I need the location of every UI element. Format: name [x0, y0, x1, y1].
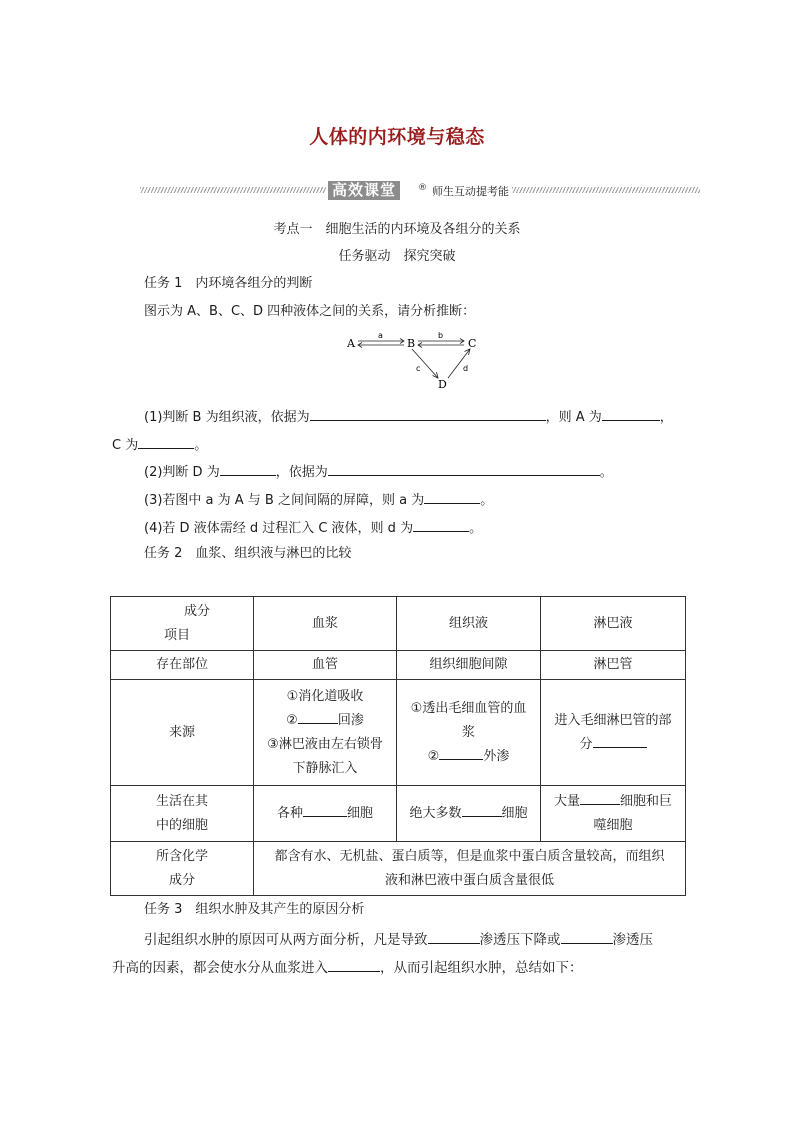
page-title: 人体的内环境与稳态 — [309, 126, 485, 148]
table-cell: 血管 — [254, 651, 397, 680]
table-row — [111, 651, 686, 680]
table-cell: 组织细胞间隙 — [397, 651, 541, 680]
col-header-lymph: 淋巴液 — [541, 597, 686, 651]
table-corner-cell: 成分 项目 — [111, 597, 254, 651]
question-3: (3)若图中 a 为 A 与 B 之间间隔的屏障，则 a 为 。 — [144, 489, 493, 510]
banner-subtitle: 师生互动提考能 — [432, 185, 509, 198]
table-row — [111, 786, 686, 842]
table-cell: 各种 细胞 — [254, 786, 397, 842]
answer-blank[interactable] — [580, 790, 620, 805]
table-cell: 进入毛细淋巴管的部 分 — [541, 680, 686, 786]
edge-label-c: c — [416, 364, 421, 373]
answer-blank[interactable] — [561, 929, 613, 944]
task2-title: 任务 2 血浆、组织液与淋巴的比较 — [144, 546, 352, 561]
answer-blank[interactable] — [462, 802, 502, 817]
table-cell: ①消化道吸收 ② 回渗 ③淋巴液由左右锁骨 下静脉汇入 — [254, 680, 397, 786]
table-header-row — [111, 597, 686, 651]
edge-label-a: a — [378, 331, 383, 340]
col-header-plasma: 血浆 — [254, 597, 397, 651]
table-row — [111, 842, 686, 896]
section-banner — [140, 181, 700, 201]
answer-blank[interactable] — [593, 733, 647, 748]
node-A: A — [347, 337, 355, 350]
row-label: 来源 — [111, 680, 254, 786]
answer-blank[interactable] — [439, 745, 483, 760]
node-C: C — [468, 337, 477, 350]
answer-blank[interactable] — [413, 517, 469, 532]
table-cell-merged: 都含有水、无机盐、蛋白质等，但是血浆中蛋白质含量较高，而组织 液和淋巴液中蛋白质含量很低 — [254, 842, 686, 896]
section-heading: 考点一 细胞生活的内环境及各组分的关系 — [273, 222, 521, 237]
registered-icon: ® — [418, 183, 427, 193]
answer-blank[interactable] — [220, 461, 276, 476]
table-cell: ①透出毛细血管的血 浆 ② 外渗 — [397, 680, 541, 786]
row-label: 所含化学 成分 — [111, 842, 254, 896]
task3-title: 任务 3 组织水肿及其产生的原因分析 — [144, 902, 365, 917]
task3-paragraph-line1: 引起组织水肿的原因可从两方面分析，凡是导致 渗透压下降或 渗透压 — [144, 929, 653, 949]
answer-blank[interactable] — [328, 957, 380, 972]
banner-badge: 高效课堂 — [328, 181, 400, 200]
edge-label-b: b — [438, 331, 444, 340]
answer-blank[interactable] — [298, 709, 338, 724]
row-label: 存在部位 — [111, 651, 254, 680]
fluid-relationship-diagram — [340, 330, 490, 392]
answer-blank[interactable] — [428, 929, 480, 944]
table-cell: 大量 细胞和巨 噬细胞 — [541, 786, 686, 842]
task1-intro: 图示为 A、B、C、D 四种液体之间的关系，请分析推断： — [144, 304, 476, 319]
answer-blank[interactable] — [602, 406, 660, 421]
row-label: 生活在其 中的细胞 — [111, 786, 254, 842]
task3-paragraph-line2: 升高的因素，都会使水分从血浆进入 ，从而引起组织水肿，总结如下： — [112, 957, 583, 977]
question-4: (4)若 D 液体需经 d 过程汇入 C 液体，则 d 为 。 — [144, 517, 482, 538]
question-1-cont: C 为 。 — [112, 434, 207, 455]
col-header-tissue-fluid: 组织液 — [397, 597, 541, 651]
answer-blank[interactable] — [303, 802, 347, 817]
table-cell: 绝大多数 细胞 — [397, 786, 541, 842]
edge-label-d: d — [463, 364, 469, 373]
answer-blank[interactable] — [424, 489, 480, 504]
answer-blank[interactable] — [328, 461, 600, 476]
banner-hatch-left — [140, 187, 326, 193]
banner-hatch-right — [512, 187, 700, 193]
question-2: (2)判断 D 为 ，依据为 。 — [144, 461, 613, 482]
section-subheading: 任务驱动 探究突破 — [338, 249, 456, 264]
comparison-table — [110, 596, 686, 896]
node-B: B — [407, 337, 416, 350]
table-cell: 淋巴管 — [541, 651, 686, 680]
node-D: D — [438, 378, 447, 391]
task1-title: 任务 1 内环境各组分的判断 — [144, 276, 313, 291]
answer-blank[interactable] — [310, 406, 546, 421]
table-row — [111, 680, 686, 786]
answer-blank[interactable] — [138, 434, 194, 449]
question-1: (1)判断 B 为组织液，依据为 ，则 A 为 ， — [144, 406, 673, 427]
